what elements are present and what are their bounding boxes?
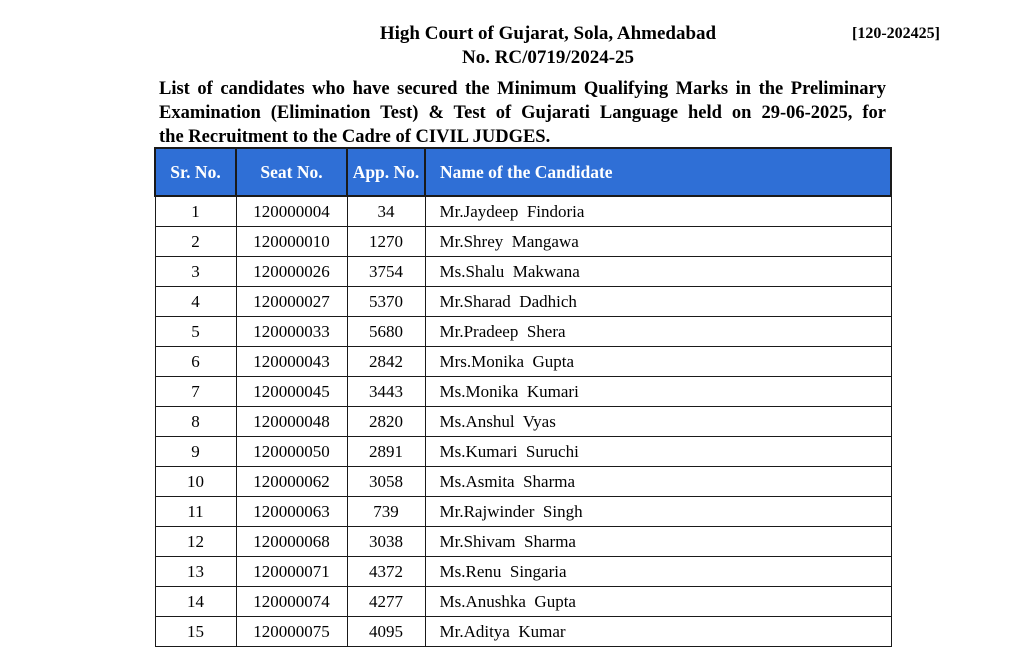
table-row bbox=[155, 587, 891, 617]
candidate-name-cell: Ms.Renu Singaria bbox=[425, 557, 891, 587]
seat-no-cell: 120000004 bbox=[236, 196, 347, 227]
sr-no-cell: 9 bbox=[155, 437, 236, 467]
seat-no-cell: 120000048 bbox=[236, 407, 347, 437]
seat-no-cell: 120000068 bbox=[236, 527, 347, 557]
seat-no-cell: 120000026 bbox=[236, 257, 347, 287]
seat-no-cell: 120000071 bbox=[236, 557, 347, 587]
app-no-cell: 4372 bbox=[347, 557, 425, 587]
table-row bbox=[155, 557, 891, 587]
table-row bbox=[155, 317, 891, 347]
column-header-app-no: App. No. bbox=[347, 148, 425, 196]
seat-no-cell: 120000063 bbox=[236, 497, 347, 527]
sr-no-cell: 4 bbox=[155, 287, 236, 317]
table-row bbox=[155, 196, 891, 227]
sr-no-cell: 8 bbox=[155, 407, 236, 437]
sr-no-cell: 13 bbox=[155, 557, 236, 587]
table-row bbox=[155, 377, 891, 407]
table-row bbox=[155, 467, 891, 497]
candidate-name-cell: Ms.Shalu Makwana bbox=[425, 257, 891, 287]
candidate-name-cell: Ms.Kumari Suruchi bbox=[425, 437, 891, 467]
table-row bbox=[155, 347, 891, 377]
sr-no-cell: 11 bbox=[155, 497, 236, 527]
table-row bbox=[155, 497, 891, 527]
sr-no-cell: 14 bbox=[155, 587, 236, 617]
seat-no-cell: 120000043 bbox=[236, 347, 347, 377]
candidates-table bbox=[154, 147, 892, 647]
seat-no-cell: 120000062 bbox=[236, 467, 347, 497]
table-row bbox=[155, 407, 891, 437]
candidate-name-cell: Ms.Monika Kumari bbox=[425, 377, 891, 407]
candidate-name-cell: Mr.Rajwinder Singh bbox=[425, 497, 891, 527]
candidate-name-cell: Mr.Sharad Dadhich bbox=[425, 287, 891, 317]
candidate-name-cell: Mr.Aditya Kumar bbox=[425, 617, 891, 647]
column-header-candidate-name: Name of the Candidate bbox=[425, 148, 891, 196]
app-no-cell: 4095 bbox=[347, 617, 425, 647]
court-title: High Court of Gujarat, Sola, Ahmedabad bbox=[379, 23, 717, 44]
sr-no-cell: 10 bbox=[155, 467, 236, 497]
candidate-name-cell: Mr.Pradeep Shera bbox=[425, 317, 891, 347]
table-body bbox=[155, 196, 891, 647]
seat-no-cell: 120000045 bbox=[236, 377, 347, 407]
app-no-cell: 5370 bbox=[347, 287, 425, 317]
notice-number: No. RC/0719/2024-25 bbox=[461, 47, 635, 68]
intro-line-3: the Recruitment to the Cadre of CIVIL JUDGES. bbox=[159, 127, 551, 147]
app-no-cell: 5680 bbox=[347, 317, 425, 347]
candidate-name-cell: Ms.Anshul Vyas bbox=[425, 407, 891, 437]
seat-no-cell: 120000074 bbox=[236, 587, 347, 617]
app-no-cell: 3754 bbox=[347, 257, 425, 287]
table-row bbox=[155, 227, 891, 257]
table-row bbox=[155, 437, 891, 467]
sr-no-cell: 2 bbox=[155, 227, 236, 257]
candidate-name-cell: Mr.Shrey Mangawa bbox=[425, 227, 891, 257]
candidate-name-cell: Mrs.Monika Gupta bbox=[425, 347, 891, 377]
reference-code: [120-202425] bbox=[852, 25, 940, 42]
sr-no-cell: 7 bbox=[155, 377, 236, 407]
app-no-cell: 4277 bbox=[347, 587, 425, 617]
candidate-name-cell: Ms.Anushka Gupta bbox=[425, 587, 891, 617]
app-no-cell: 3038 bbox=[347, 527, 425, 557]
table-row bbox=[155, 257, 891, 287]
seat-no-cell: 120000050 bbox=[236, 437, 347, 467]
seat-no-cell: 120000027 bbox=[236, 287, 347, 317]
app-no-cell: 3058 bbox=[347, 467, 425, 497]
app-no-cell: 2891 bbox=[347, 437, 425, 467]
seat-no-cell: 120000010 bbox=[236, 227, 347, 257]
candidate-name-cell: Ms.Asmita Sharma bbox=[425, 467, 891, 497]
column-header-seat-no: Seat No. bbox=[236, 148, 347, 196]
seat-no-cell: 120000033 bbox=[236, 317, 347, 347]
sr-no-cell: 12 bbox=[155, 527, 236, 557]
table-row bbox=[155, 617, 891, 647]
sr-no-cell: 5 bbox=[155, 317, 236, 347]
app-no-cell: 2842 bbox=[347, 347, 425, 377]
intro-paragraph bbox=[159, 77, 886, 149]
table-row bbox=[155, 527, 891, 557]
candidate-name-cell: Mr.Jaydeep Findoria bbox=[425, 196, 891, 227]
intro-line-1: List of candidates who have secured the Minimum Qualifying Marks in the Preliminary bbox=[159, 79, 886, 99]
seat-no-cell: 120000075 bbox=[236, 617, 347, 647]
sr-no-cell: 1 bbox=[155, 196, 236, 227]
app-no-cell: 3443 bbox=[347, 377, 425, 407]
app-no-cell: 739 bbox=[347, 497, 425, 527]
intro-line-2: Examination (Elimination Test) & Test of Gujarati Language held on 29-06-2025, for bbox=[159, 103, 886, 123]
app-no-cell: 2820 bbox=[347, 407, 425, 437]
sr-no-cell: 6 bbox=[155, 347, 236, 377]
candidate-name-cell: Mr.Shivam Sharma bbox=[425, 527, 891, 557]
table-header-row bbox=[155, 148, 891, 196]
column-header-sr-no: Sr. No. bbox=[155, 148, 236, 196]
app-no-cell: 1270 bbox=[347, 227, 425, 257]
sr-no-cell: 15 bbox=[155, 617, 236, 647]
sr-no-cell: 3 bbox=[155, 257, 236, 287]
app-no-cell: 34 bbox=[347, 196, 425, 227]
table-row bbox=[155, 287, 891, 317]
